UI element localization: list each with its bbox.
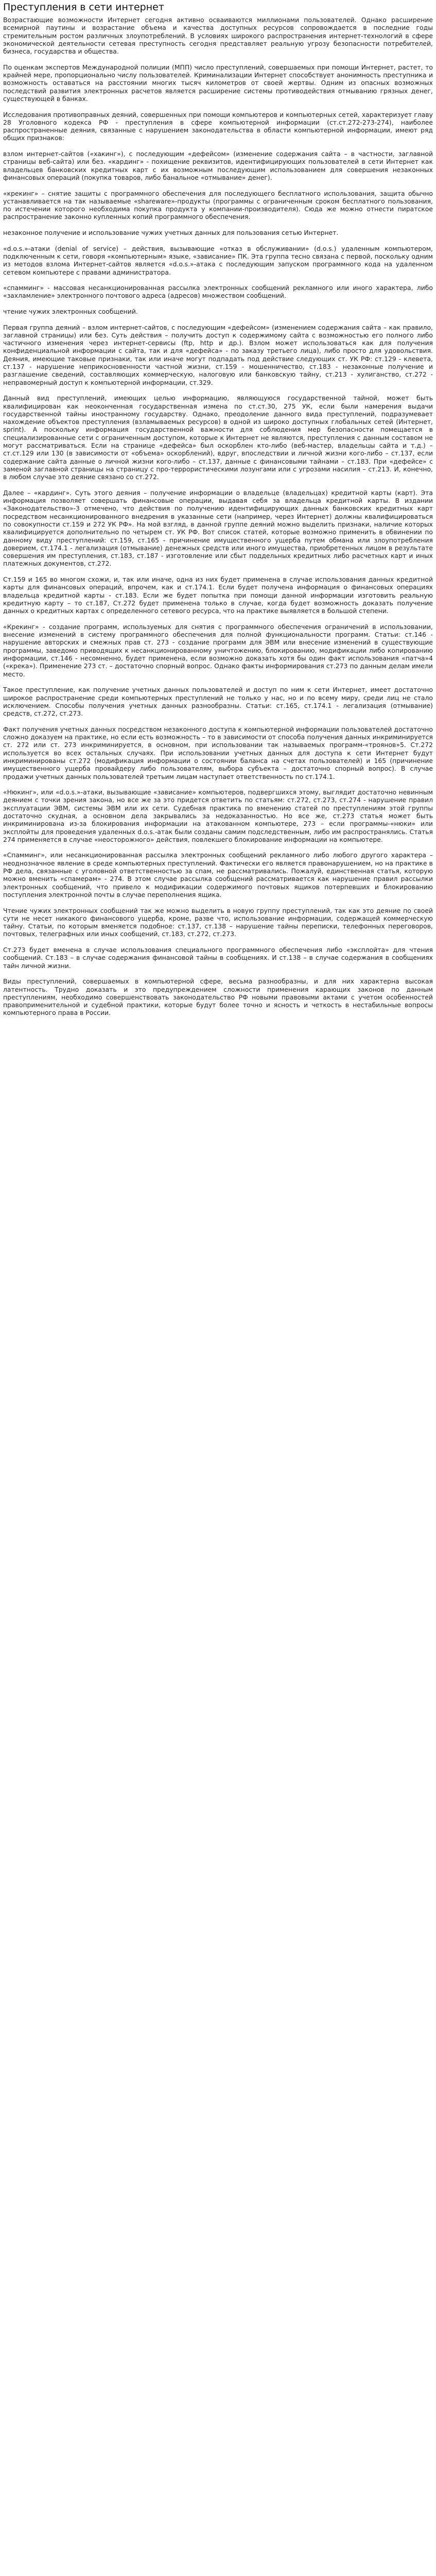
paragraph-conclusion: Виды преступлений, совершаемых в компьютерной сфере, весьма разнообразны, и для них характерна высокая латентность. Трудно доказать и это предупреждением сложности применения карающих законов по данным преступлениям, необходимо совершенствовать законодательство РФ новыми правовыми актами с учетом особенностей правоприменительной и судебной практики, которые будут более точно и ясность и четкость в нестабильные вопросы компьютерного права в России. bbox=[3, 977, 433, 1017]
page-title: Преступления в сети интернет bbox=[3, 2, 164, 13]
paragraph-nuking: «Нюкинг», или «d.o.s.»-атаки, вызывающие «зависание» компьютеров, подвергшихся этому, выглядит достаточно невинным деянием с точки зрения закона, но все же за это придется ответить по статьям: ст.272, ст.273, ст.274 - нарушение правил эксплуатации ЭВМ, системы ЭВМ или их сети. Судебная практика по вменению статей по преступлениям этой группы достаточно скудная, а основном дела закрывались за недоказанностью. Но все же, ст.273 статья может быть инкриминирована из-за блокирования информации на атакованном компьютере, 273 – если программы-«нюки» или эксплойты для проведения удаленных d.o.s.-атак были созданы самим подследственным, либо им распространялись. Статья 274 применяется в случае «неосторожного» действия, повлекшего блокирование информации на компьютере. bbox=[3, 788, 433, 843]
paragraph-carding: Далее – «кардинг». Суть этого деяния – получение информации о владельце (владельцах) кредитной карты (карт). Эта информация позволяет совершать финансовые операции, выдавая себя за владельца кредитной карты. В издании «Законодательство»-3 отмечено, что действия по получению идентифицирующих данных банковских кредитных карт посредством несанкционированного внедрения в указанные сети (например, через Интернет) должны квалифицироваться по совокупности ст.159 и 272 УК РФ». На мой взгляд, в данной группе деяний можно выделить признаки, наличие которых квалифицируется дополнительно по четырем ст. УК РФ. Вот список статей, которые возможно применить в обвинении по данному виду преступлений: ст.159, ст.165 - причинение имущественного ущерба путем обмана или злоупотребления доверием, ст.174.1 - легализация (отмывание) денежных средств или иного имущества, приобретенных лицом в результате совершения им преступления, ст.183, ст.187 - изготовление или сбыт поддельных кредитных либо расчетных карт и иных платежных документов, ст.272. bbox=[3, 488, 433, 568]
paragraph-spamming-details: «Спамминг», или несанкционированная рассылка электронных сообщений рекламного либо любого другого характера – неоднозначное явление в среде компьютерных преступлений. Фактически его является правонарушением, но на практике в РФ дела, связанные с уголовной ответственностью за спам, не рассматривались. Пожалуй, единственная статья, которую можно вменить «спамерам» - 274. В этом случае рассылка сообщений рассматривается как нарушение правил рассылки электронных сообщений, что привело к модификации содержимого почтовых ящиков потерпевших и блокированию поступления электронной почты в случае переполнения ящика. bbox=[3, 851, 433, 899]
paragraph-credentials-details: Такое преступление, как получение учетных данных пользователей и доступ по ним к сети Интернет, имеет достаточно широкое распространение среди компьютерных преступлений не только у нас, но и по всему миру, среди лиц не стало исключением. Способы получения учетных данных разнообразны. Статьи: ст.165, ст.174.1 - легализация (отмывание) средств, ст.272, ст.273. bbox=[3, 686, 433, 718]
paragraph-mpp-estimate: По оценкам экспертов Международной полиции (МПП) число преступлений, совершаемых при помощи Интернет, растет, то крайней мере, пропорционально числу пользователей. Криминализации Интернет способствует анонимность преступника и возможность оставаться на расстоянии многих тысяч километров от своей жертвы. Одним из опасных возможных последствий развития электронных расчетов является расширение системы противодействия отмыванию грязных денег, существующей в банках. bbox=[3, 63, 433, 103]
paragraph-research: Исследования противоправных деяний, совершенных при помощи компьютеров и компьютерных сетей, характеризует главу 28 Уголовного кодекса РФ - преступления в сфере компьютерной информации (ст.ст.272-273-274), наиболее распространенные деяния, связанные с нарушением законодательства в области компьютерной информации, имеют ряд общих признаков: bbox=[3, 110, 433, 142]
paragraph-reading-mail: чтение чужих электронных сообщений. bbox=[3, 307, 138, 315]
paragraph-articles-159-165: Ст.159 и 165 во многом схожи, и, так или иначе, одна из них будет применена в случае использования данных кредитной карты для финансовых операций, впрочем, как и ст.174.1. Если будет получена информация о финансовых операциях владельца кредитной карты - ст.183. Если же будет попытка при помощи данной информации изготовить реальную кредитную карту – то ст.187, Ст.272 будет применена только в случае, когда будет возможность доказать получение данных о кредитных картах с определенного сетевого ресурса, что на практике выявляется в большой степени. bbox=[3, 575, 433, 615]
paragraph-article-273: Ст.273 будет вменена в случае использования специального программного обеспечения либо «эксплойта» для чтения сообщений. Ст.183 – в случае содержания финансовой тайны в сообщениях. И ст.138 – в случае содержания в сообщениях тайн личной жизни. bbox=[3, 946, 433, 970]
paragraph-spamming: «спамминг» - массовая несанкционированная рассылка электронных сообщений рекламного или иного характера, либо «захламление» электронного почтового адреса (адресов) множеством сообщений. bbox=[3, 284, 433, 300]
paragraph-dos: «d.o.s.»-атаки (denial of service) – действия, вызывающие «отказ в обслуживании» (d.o.s.) удаленным компьютером, подключенным к сети, говоря «компьютерным» языке, «зависание» ПК. Эта группа тесно связана с первой, поскольку одним из методов взлома Интернет-сайтов является «d.o.s.»-атака с последующим запуском программного кода на удаленном сетевом компьютере с правами администратора. bbox=[3, 244, 433, 276]
paragraph-intro: Возрастающие возможности Интернет сегодня активно осваиваются миллионами пользователей. Однако расширение всемирной паутины и возрастание объема и качества доступных ресурсов сопровождается в последние годы стремительным ростом различных злоупотреблений. В условиях широкого распространения интернет-технологий в сфере экономической деятельности сетевая преступность сегодня представляет реальную угрозу безопасности потребителей, бизнеса, государства и общества. bbox=[3, 16, 433, 56]
paragraph-reading-mail-details: Чтение чужих электронных сообщений так же можно выделить в новую группу преступлений, так как это деяние по своей сути не несет никакого финансового ущерба, кроме, разве что, использование информации, содержащей коммерческую тайну. Статьи, по которым вменяется подобное: ст.137, ст.138 – нарушение тайны переписки, телефонных переговоров, почтовых, телеграфных или иных сообщений, ст.183, ст.272, ст.273. bbox=[3, 906, 433, 938]
paragraph-cracking: «крекинг» – снятие защиты с программного обеспечения для последующего бесплатного использования, защита обычно устанавливается на так называемые «shareware»-продукты (программы с ограниченным сроком бесплатного пользования, по истечении которого необходима покупка продукта у компании-производителя). Сюда же можно отнести пиратское распространение законно купленных копий программного обеспечения. bbox=[3, 189, 433, 221]
article-page bbox=[0, 1, 436, 1030]
paragraph-credentials: незаконное получение и использование чужих учетных данных для пользования сетью Интернет. bbox=[3, 229, 339, 237]
article-body bbox=[3, 16, 433, 1017]
paragraph-credentials-proof: Факт получения учетных данных посредством незаконного доступа к компьютерной информации пользователей достаточно сложно доказуем на практике, но если есть возможность – то в зависимости от способа получения данных инкриминируется ст. 272 или ст. 273 инкриминируется, в основном, при использовании так называемых программ-«троянов»5. Ст.272 используется во всех остальных случаях. При использовании учетных данных для доступа к сети Интернет будут инкриминированы ст.272 (модификация информации о состоянии баланса на счетах пользователей) и 165 (причинение имущественного ущерба провайдеру либо пользователям, выбора субъекта – достаточно спорный вопрос). В случае продажи учетных данных пользователей третьим лицам наступает ответственность по ст.174.1. bbox=[3, 725, 433, 781]
paragraph-state-secret: Данный вид преступлений, имеющих целью информацию, являющуюся государственной тайной, может быть квалифицирован как неоконченная государственная измена по ст.ст.30, 275 УК, если были намерения выдачи государственной тайны иностранному государству. Однако, преодоление данного вида преступлений, подразумевает нахождение объектов преступления (взламываемых ресурсов) в одной из широко доступных глобальных сетей (Интернет, sprint). А поскольку информация государственной важности для соблюдения мер безопасности помещается в специализированные сети с ограниченным доступом, которые к Интернет не являются, преступления с данным составом не могут рассматриваться. Если на странице «дефейса» был оскорблен кто-либо (веб-мастер, владельцы сайта и т.д.) – ст.ст.129 или 130 (в зависимости от «объема» оскорблений), вдруг, впоследствии и личной жизни кого-либо – ст.137, если содержание сайта данные о личной жизни кого-либо – ст.137, данные с финансовыми тайнами – ст.183. При «дефейсе» с заменой заглавной страницы на страницу с про-террористическими лозунгами или с угрозами насилия – ст.213. И, конечно, в любом случае это деяние связано со ст.272. bbox=[3, 394, 433, 481]
paragraph-cracking-details: «Крекинг» - создание программ, используемых для снятия с программного обеспечения ограничений в использовании, внесение изменений в систему программного обеспечения для полной функциональности программ. Статьи: ст.146 - нарушение авторских и смежных прав ст. 273 - создание программ для ЭВМ или внесение изменений в существующие программы, заведомо приводящих к несанкционированному уничтожению, блокированию, модификации либо копированию информации, ст.146 - несомненно, будет применена, если возможно доказать хотя бы один факт использования «патча»4 («крека»). Применение 273 ст. – достаточно спорный вопрос. Однако факты информирования ст.273 по данным делам имели место. bbox=[3, 622, 433, 678]
paragraph-first-group: Первая группа деяний – взлом интернет-сайтов, с последующим «дефейсом» (изменением содержания сайта – как правило, заглавной страницы) или без. Суть действия – получить доступ к содержимому сайта с возможностью его полного либо частичного изменения через интернет-сервисы (ftp, http и др.). Взлом может использоваться как для получения конфиденциальной информации с сайта, так и для «дефейса» - по заказу третьего лица), либо просто для удовольствия. Деяния, имеющие таковые признаки, так или иначе могут подпадать под действие следующих ст. УК РФ: ст.129 - клевета, ст.137 - нарушение неприкосновенности частной жизни, ст.159 - мошенничество, ст.183 - незаконные получение и разглашение сведений, составляющих коммерческую, налоговую или банковскую тайну, ст.213 - хулиганство, ст.272 - неправомерный доступ к компьютерной информации, ст.329. bbox=[3, 323, 433, 386]
paragraph-hacking: взлом интернет-сайтов («хакинг»), с последующим «дефейсом» (изменение содержания сайта – в частности, заглавной страницы веб-сайта) или без. «кардинг» - похищение реквизитов, идентифицирующих пользователей в сети Интернет как владельцев банковских кредитных карт с их возможным последующим использованием для совершения незаконных финансовых операций (покупка товаров, либо банальное «отмывание» денег). bbox=[3, 150, 433, 181]
